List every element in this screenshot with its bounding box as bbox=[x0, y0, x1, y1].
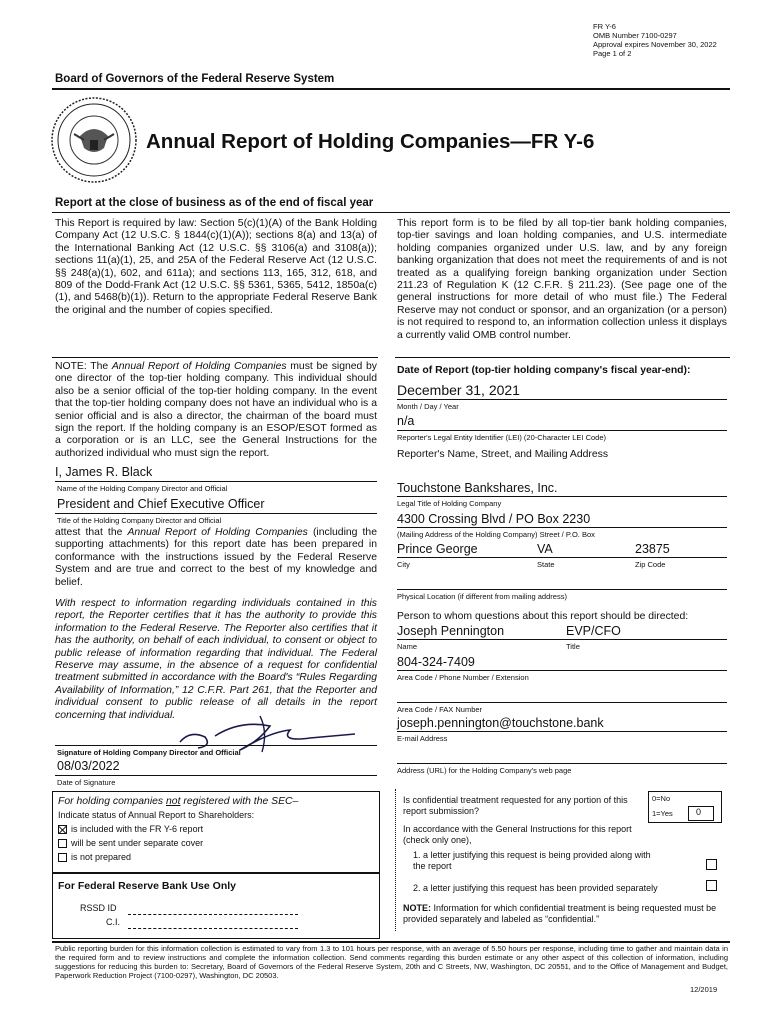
date-rule bbox=[397, 399, 727, 400]
city-rule bbox=[397, 557, 727, 558]
rssd-label: RSSD ID bbox=[80, 903, 117, 913]
url-label: Address (URL) for the Holding Company's web page bbox=[397, 766, 572, 775]
contact-title-label: Title bbox=[566, 642, 580, 651]
approval-expiry: Approval expires November 30, 2022 bbox=[593, 40, 717, 49]
ci-rule bbox=[128, 928, 298, 929]
confidentiality-certification: With respect to information regarding individuals contained in this report, the Reporter certifies that it has the authority to provide this information to the Federal Reserve. The Reporter also certifies that it has the authority, on behalf of each individual, to consent or object to public release of information regarding that individual. The Federal Reserve may assume, in the absence of a request for confidential treatment submitted in accordance with the Board's “Rules Regarding Availability of Information,” 12 C.F.R. Part 261, that the Reporter and individual consent to public release of all details in the report concerning that individual. bbox=[55, 598, 377, 721]
email-field[interactable]: joseph.pennington@touchstone.bank bbox=[397, 716, 604, 730]
date-sublabel: Month / Day / Year bbox=[397, 402, 459, 411]
signature-date-label: Date of Signature bbox=[57, 778, 116, 787]
email-rule bbox=[397, 731, 727, 732]
state-label: State bbox=[537, 560, 555, 569]
fax-rule bbox=[397, 702, 727, 703]
sec-box-title: For holding companies not registered with the SEC– bbox=[58, 796, 299, 807]
checkbox-icon[interactable] bbox=[58, 853, 67, 862]
signer-name: James R. Black bbox=[65, 465, 153, 479]
holding-name-rule bbox=[397, 496, 727, 497]
signature-rule bbox=[55, 745, 377, 746]
sec-option-not-prepared[interactable]: is not prepared bbox=[58, 852, 131, 863]
ci-label: C.I. bbox=[106, 917, 121, 927]
date-of-report-field[interactable]: December 31, 2021 bbox=[397, 382, 520, 398]
conf-item-2-checkbox[interactable] bbox=[706, 880, 717, 891]
sec-option-separate[interactable]: will be sent under separate cover bbox=[58, 838, 203, 849]
signer-title-label: Title of the Holding Company Director and Official bbox=[57, 516, 222, 525]
reporter-heading: Reporter's Name, Street, and Mailing Address bbox=[397, 449, 609, 460]
page-title: Annual Report of Holding Companies—FR Y-6 bbox=[146, 130, 595, 153]
signer-name-label: Name of the Holding Company Director and Official bbox=[57, 484, 228, 493]
street-field[interactable]: 4300 Crossing Blvd / PO Box 2230 bbox=[397, 512, 591, 526]
confidential-question: Is confidential treatment requested for any portion of this report submission? bbox=[403, 795, 628, 816]
key-no: 0=No bbox=[652, 794, 671, 803]
signer-name-field[interactable]: I, James R. Black bbox=[55, 465, 153, 479]
signature-date-field[interactable]: 08/03/2022 bbox=[57, 759, 120, 773]
zip-label: Zip Code bbox=[635, 560, 666, 569]
revision-date: 12/2019 bbox=[690, 985, 718, 994]
email-label: E-mail Address bbox=[397, 734, 448, 743]
signer-title-field[interactable]: President and Chief Executive Officer bbox=[57, 497, 265, 511]
burden-statement: Public reporting burden for this information collection is estimated to vary from 1.3 to 101 hours per response, with an average of 5.50 hours per response, including time to gather and maintain data in the required form and to review instructions and complete the information collection. Send comments regarding this burden estimate or any other aspect of this collection of information, including suggestions for reducing this burden to: Secretary, Board of Governors of the Federal Reserve System, 20th and C Streets, NW, Washington, DC 20551, and to the Office of Management and Budget, Paperwork Reduction Project (7100-0297), Washington, DC 20503. bbox=[55, 944, 728, 980]
city-label: City bbox=[397, 560, 410, 569]
phone-field[interactable]: 804-324-7409 bbox=[397, 655, 475, 669]
form-header bbox=[593, 22, 763, 58]
zip-field[interactable]: 23875 bbox=[635, 542, 670, 556]
city-field[interactable]: Prince George bbox=[397, 542, 478, 556]
header-rule bbox=[52, 88, 730, 90]
omb-number: OMB Number 7100-0297 bbox=[593, 31, 677, 40]
holding-company-name-field[interactable]: Touchstone Bankshares, Inc. bbox=[397, 481, 558, 495]
page-number: Page 1 of 2 bbox=[593, 49, 632, 58]
lei-rule bbox=[397, 430, 727, 431]
left-note-rule bbox=[52, 357, 378, 358]
phone-rule bbox=[397, 670, 727, 671]
conf-answer: 0 bbox=[696, 807, 702, 817]
report-heading: Report at the close of business as of the end of fiscal year bbox=[55, 197, 374, 209]
state-field[interactable]: VA bbox=[537, 542, 553, 556]
contact-name-field[interactable]: Joseph Pennington bbox=[397, 624, 505, 638]
right-note-rule bbox=[395, 357, 730, 358]
agency-name: Board of Governors of the Federal Reserve System bbox=[55, 73, 335, 85]
note-text: NOTE: The Annual Report of Holding Companies must be signed by one director of the top-tier holding company. This individual should also be a senior official of the top-tier holding company. In the event that the top-tier holding company does not have an individual who is a senior official and is also a director, the chairman of the board must sign the report. If the holding company is an ESOP/ESOT formed as a corporation or is an LLC, see the General Instructions for the authorized individual who must sign the report. bbox=[55, 361, 377, 459]
contact-name-label: Name bbox=[397, 642, 418, 651]
federal-reserve-seal-icon bbox=[50, 96, 138, 184]
signer-name-rule bbox=[55, 481, 377, 482]
physical-rule bbox=[397, 589, 727, 590]
contact-title-field[interactable]: EVP/CFO bbox=[566, 624, 621, 638]
conf-item-2: 2. a letter justifying this request has been provided separately bbox=[413, 883, 658, 893]
signature-label: Signature of Holding Company Director and Official bbox=[57, 748, 241, 757]
conf-left-border bbox=[395, 789, 396, 931]
sec-box-subtitle: Indicate status of Annual Report to Shareholders: bbox=[58, 810, 255, 820]
checkbox-icon[interactable] bbox=[58, 839, 67, 848]
lei-field[interactable]: n/a bbox=[397, 414, 415, 428]
fax-label: Area Code / FAX Number bbox=[397, 705, 483, 714]
holding-name-label: Legal Title of Holding Company bbox=[397, 499, 502, 508]
report-heading-rule bbox=[52, 212, 730, 213]
form-id: FR Y-6 bbox=[593, 22, 616, 31]
sec-option-included[interactable]: is included with the FR Y-6 report bbox=[58, 824, 203, 835]
date-of-report-label: Date of Report (top-tier holding company's fiscal year-end): bbox=[397, 365, 691, 376]
street-label: (Mailing Address of the Holding Company) Street / P.O. Box bbox=[397, 530, 595, 539]
contact-heading: Person to whom questions about this report should be directed: bbox=[397, 611, 689, 622]
signer-title-rule bbox=[55, 513, 377, 514]
frb-box-title: For Federal Reserve Bank Use Only bbox=[58, 880, 236, 892]
conf-note: NOTE: Information for which confidential treatment is being requested must be provided separately and labeled as “confidential.” bbox=[403, 903, 717, 924]
intro-right-text: This report form is to be filed by all top-tier bank holding companies, top-tier savings and loan holding companies, and U.S. intermediate holding companies organized under U.S. law, and by any foreign banking organization that does not meet the requirements of and is not treated as a qualifying foreign banking organization under Section 211.23 of Regulation K (12 C.F.R. § 211.23). (See page one of the general instructions for more detail of who must file.) The Federal Reserve may not conduct or sponsor, and an organization (or a person) is not required to respond to, an information collection unless it displays a currently valid OMB control number. bbox=[397, 218, 727, 341]
street-rule bbox=[397, 527, 727, 528]
accordance-text: In accordance with the General Instructions for this report (check only one), bbox=[403, 824, 632, 845]
contact-name-rule bbox=[397, 639, 727, 640]
url-rule bbox=[397, 763, 727, 764]
lei-label: Reporter's Legal Entity Identifier (LEI) (20-Character LEI Code) bbox=[397, 433, 607, 442]
conf-item-1-checkbox[interactable] bbox=[706, 859, 717, 870]
signature-date-rule bbox=[55, 775, 377, 776]
attest-text: attest that the Annual Report of Holding Companies (including the supporting attachments) for this report date has been prepared in conformance with the instructions issued by the Federal Reserve System and are true and correct to the best of my knowledge and belief. bbox=[55, 527, 377, 588]
physical-location-label: Physical Location (if different from mailing address) bbox=[397, 592, 567, 601]
conf-item-1: 1. a letter justifying this request is being provided along with the report bbox=[413, 850, 651, 871]
phone-label: Area Code / Phone Number / Extension bbox=[397, 673, 529, 682]
intro-left-text: This Report is required by law: Section 5(c)(1)(A) of the Bank Holding Company Act (12 U.S.C. § 1844(c)(1)(A)); sections 8(a) and 13(a) of the International Banking Act (12 U.S.C. §§ 3106(a) and 3108(a)); sections 11(a)(1), 25, and 25A of the Federal Reserve Act (12 U.S.C. §§ 248(a)(1), 602, and 611a); and sections 113, 165, 312, 618, and 809 of the Dodd-Frank Act (12 U.S.C. §§ 5361, 5365, 5412, 1850a(c)(1), and 5468(b)(1)). Return to the appropriate Federal Reserve Bank the original and the number of copies specified. bbox=[55, 218, 377, 316]
key-yes: 1=Yes bbox=[652, 809, 673, 818]
checkbox-checked-icon[interactable] bbox=[58, 825, 67, 834]
footer-rule bbox=[52, 941, 730, 943]
rssd-rule bbox=[128, 914, 298, 915]
